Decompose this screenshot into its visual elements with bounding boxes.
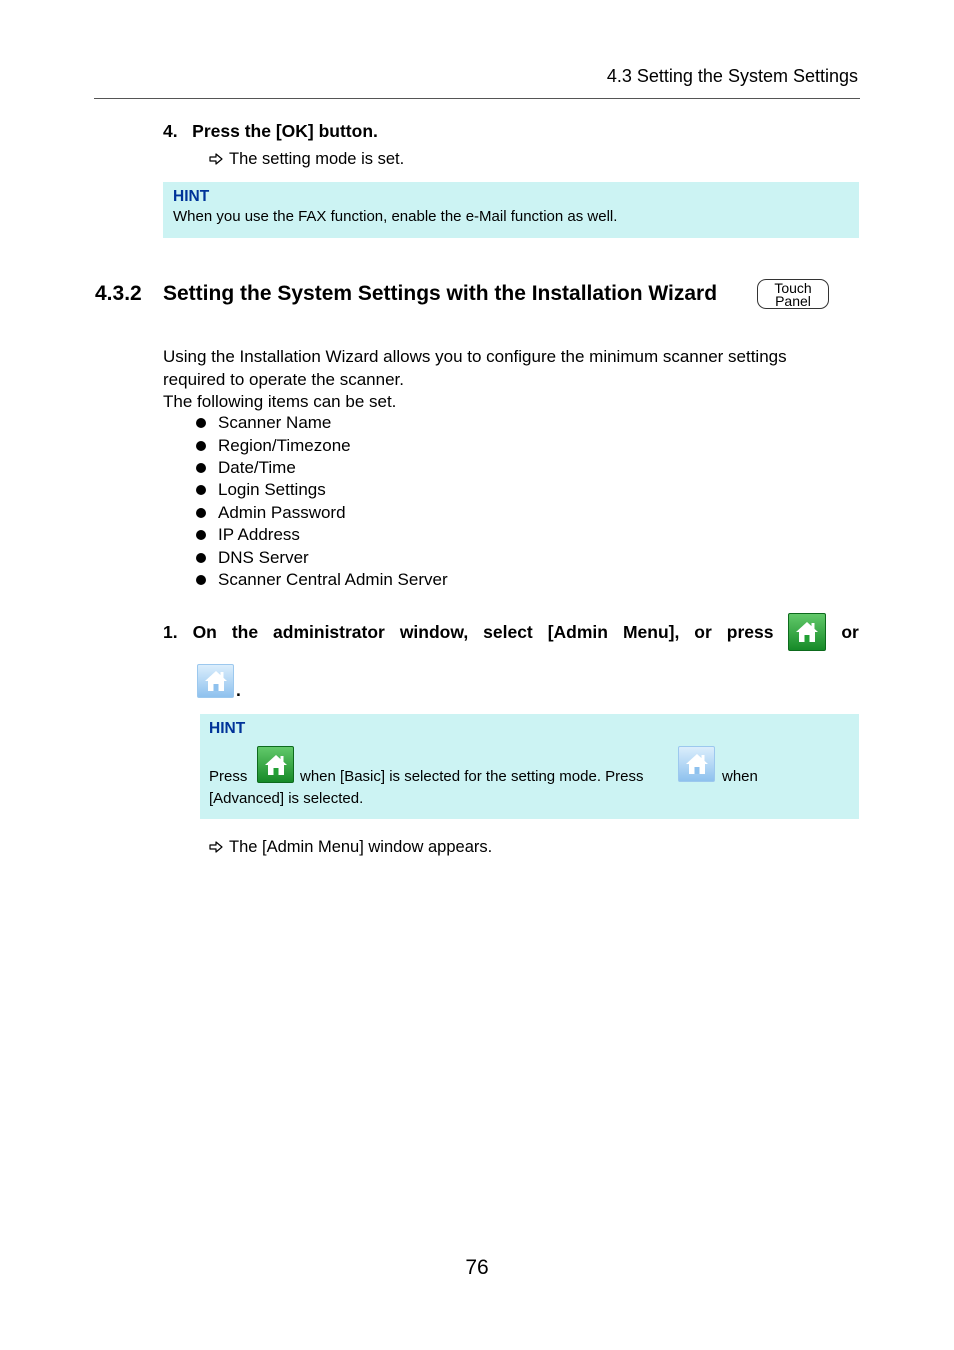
list-item-text: DNS Server xyxy=(218,547,309,567)
settings-item-list xyxy=(196,412,448,591)
list-item xyxy=(196,546,448,568)
intro-line: required to operate the scanner. xyxy=(163,369,404,389)
list-item xyxy=(196,479,448,501)
outline-right-arrow-icon xyxy=(209,840,229,856)
step-4-heading: 4. Press the [OK] button. xyxy=(163,121,378,141)
list-item-text: Region/Timezone xyxy=(218,435,351,455)
step-1-heading xyxy=(163,612,859,652)
step-1-word: administrator xyxy=(273,621,385,642)
step-1-word: or xyxy=(841,621,859,642)
intro-line: The following items can be set. xyxy=(163,392,397,411)
bullet-icon xyxy=(196,485,206,495)
step-1-period: . xyxy=(236,680,241,700)
list-item-text: Login Settings xyxy=(218,480,326,500)
bullet-icon xyxy=(196,530,206,540)
list-item xyxy=(196,524,448,546)
hint-box-home xyxy=(200,714,859,819)
list-item-text: Admin Password xyxy=(218,502,346,522)
step-1-number: 1. xyxy=(163,621,178,642)
bullet-icon xyxy=(196,553,206,563)
step-1-word: or xyxy=(694,621,712,642)
hint-box-fax xyxy=(163,182,859,238)
header-divider xyxy=(94,98,860,99)
home-blue-icon xyxy=(678,746,715,782)
bullet-icon xyxy=(196,575,206,585)
hint-text-line-2: [Advanced] is selected. xyxy=(209,790,364,807)
list-item-text: Date/Time xyxy=(218,457,296,477)
list-item xyxy=(196,412,448,434)
section-number: 4.3.2 xyxy=(95,282,142,305)
home-green-icon xyxy=(257,746,294,783)
step-1-word: On xyxy=(192,621,217,642)
badge-line-2: Panel xyxy=(775,293,811,309)
step-4-result xyxy=(209,150,404,169)
list-item-text: IP Address xyxy=(218,525,300,545)
hint-label: HINT xyxy=(209,720,246,737)
intro-paragraph xyxy=(163,346,863,414)
list-item xyxy=(196,457,448,479)
list-item-text: Scanner Name xyxy=(218,413,332,433)
step-1-word: [Admin xyxy=(547,621,608,642)
list-item-text: Scanner Central Admin Server xyxy=(218,569,448,589)
bullet-icon xyxy=(196,441,206,451)
step-1-word: select xyxy=(483,621,533,642)
step-4-result-text: The setting mode is set. xyxy=(229,150,405,168)
hint-label: HINT xyxy=(173,188,210,205)
home-blue-icon xyxy=(197,664,234,698)
touch-panel-badge xyxy=(757,279,829,309)
step-1-word: press xyxy=(726,621,774,642)
step-1-continuation xyxy=(197,664,241,698)
list-item xyxy=(196,569,448,591)
page-number: 76 xyxy=(465,1256,489,1279)
bullet-icon xyxy=(196,463,206,473)
step-1-word: Menu], xyxy=(622,621,680,642)
list-item xyxy=(196,434,448,456)
step-1-word: window, xyxy=(399,621,469,642)
intro-line: Using the Installation Wizard allows you to configure the minimum scanner settings xyxy=(163,347,787,366)
list-item xyxy=(196,502,448,524)
hint-text-when: when xyxy=(722,768,758,785)
running-header: 4.3 Setting the System Settings xyxy=(606,66,858,86)
badge-line-1: Touch xyxy=(774,280,812,296)
hint-text-middle: when [Basic] is selected for the setting mode. Press xyxy=(300,768,644,785)
step-1-word: the xyxy=(231,621,259,642)
step-1-result xyxy=(209,838,492,857)
bullet-icon xyxy=(196,418,206,428)
step-1-result-text: The [Admin Menu] window appears. xyxy=(229,838,493,856)
section-title: Setting the System Settings with the Installation Wizard xyxy=(163,282,718,305)
home-green-icon xyxy=(788,613,826,651)
bullet-icon xyxy=(196,508,206,518)
hint-text-press: Press xyxy=(209,768,248,785)
outline-right-arrow-icon xyxy=(209,152,229,168)
hint-text: When you use the FAX function, enable the e-Mail function as well. xyxy=(173,208,618,225)
